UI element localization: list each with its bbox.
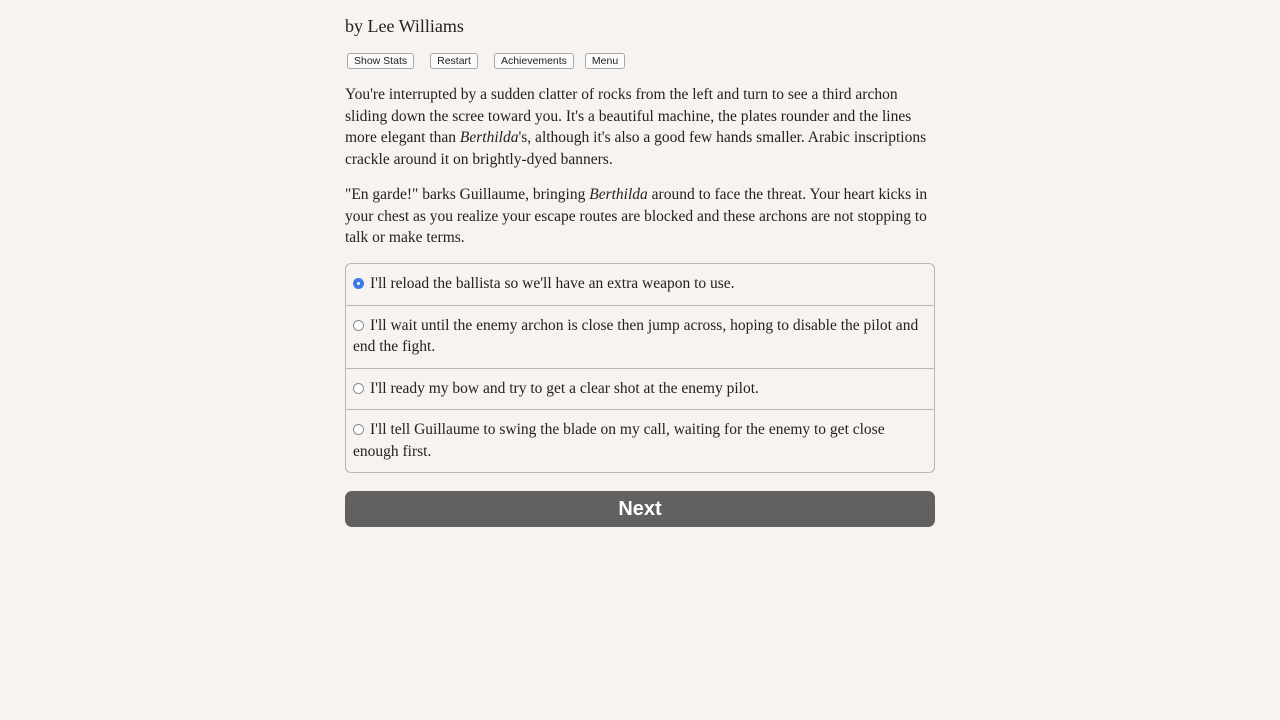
story-paragraph: You're interrupted by a sudden clatter of rocks from the left and turn to see a third archon sliding down the scree toward you. It's a beautiful machine, the plates rounder and the lines more elegant than Berthilda's, although it's also a good few hands smaller. Arabic inscriptions crackle around it on brightly-dyed banners. xyxy=(345,86,927,168)
menu-button[interactable]: Menu xyxy=(585,53,625,69)
toolbar xyxy=(347,53,625,69)
vessel-name: Berthilda xyxy=(459,129,519,146)
choice-label: I'll wait until the enemy archon is close then jump across, hoping to disable the pilot and end the fight. xyxy=(353,316,919,355)
show-stats-button[interactable]: Show Stats xyxy=(347,53,414,69)
restart-button[interactable]: Restart xyxy=(430,53,478,69)
radio-button[interactable] xyxy=(353,424,364,435)
achievements-button[interactable]: Achievements xyxy=(494,53,574,69)
choice-label: I'll tell Guillaume to swing the blade on my call, waiting for the enemy to get close enough first. xyxy=(353,421,885,460)
choice-label: I'll ready my bow and try to get a clear shot at the enemy pilot. xyxy=(370,379,759,397)
choice-option[interactable] xyxy=(346,305,934,368)
choice-label: I'll reload the ballista so we'll have an extra weapon to use. xyxy=(370,275,735,292)
radio-button[interactable] xyxy=(353,320,364,331)
author-byline: by Lee Williams xyxy=(345,16,464,36)
story-text xyxy=(345,84,935,249)
choice-option[interactable] xyxy=(346,264,934,305)
choice-list xyxy=(345,263,935,473)
radio-button-selected[interactable] xyxy=(353,278,364,289)
choice-option[interactable] xyxy=(346,368,934,410)
choice-option[interactable] xyxy=(346,409,934,472)
next-button[interactable]: Next xyxy=(345,491,935,527)
radio-button[interactable] xyxy=(353,383,364,394)
story-paragraph: "En garde!" barks Guillaume, bringing Berthilda around to face the threat. Your heart kicks in your chest as you realize your escape routes are blocked and these archons are not stopping to talk or make terms. xyxy=(345,186,928,246)
vessel-name: Berthilda xyxy=(589,186,648,203)
